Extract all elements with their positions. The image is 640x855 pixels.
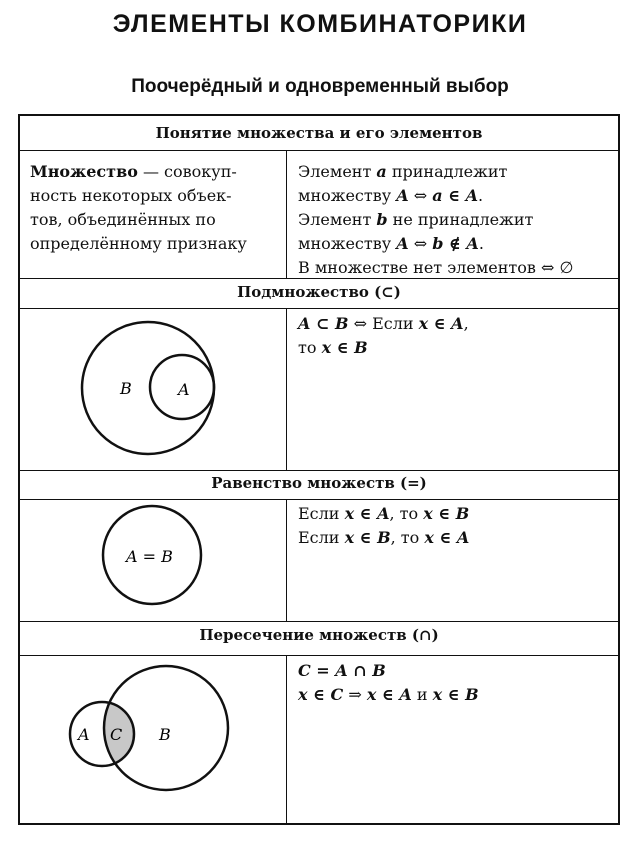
page-title: ЭЛЕМЕНТЫ КОМБИНАТОРИКИ: [112, 10, 528, 38]
column-divider: [286, 499, 287, 621]
label-a: A: [78, 725, 90, 744]
definition-line: определённому признаку: [30, 234, 247, 253]
intersection-rule: [298, 659, 479, 707]
definition-line: ность некоторых объек-: [30, 186, 232, 205]
fact-line-2: множеству A ⇔ a ∈ A.: [298, 186, 484, 205]
definition-term: Множество: [30, 162, 138, 181]
fact-line-1: Элемент a принадлежит: [298, 162, 508, 181]
definition-line: — совокуп-: [137, 162, 237, 181]
sets-table: [18, 114, 620, 825]
fact-line-3: Элемент b не принадлежит: [298, 210, 534, 229]
intersection-diagram: [20, 116, 286, 827]
label-b: B: [159, 725, 171, 744]
section-heading-subset: Подмножество (⊂): [237, 283, 401, 301]
subset-rule: [298, 312, 469, 360]
fact-line-5: В множестве нет элементов ⇔ ∅: [298, 258, 574, 277]
definition-line: тов, объединённых по: [30, 210, 216, 229]
label-c: C: [110, 725, 123, 744]
rule-line-1: A ⊂ B ⇔ Если x ∈ A,: [298, 314, 469, 333]
rule-line-2: x ∈ C ⇒ x ∈ A и x ∈ B: [298, 685, 479, 704]
page-subtitle: Поочерёдный и одновременный выбор: [131, 76, 509, 97]
section-heading-equality: Равенство множеств (=): [211, 474, 427, 492]
section-heading-set-concept: Понятие множества и его элементов: [155, 124, 483, 142]
label-b: B: [120, 379, 132, 398]
fact-line-4: множеству A ⇔ b ∉ A.: [298, 234, 484, 253]
label-a: A: [178, 380, 190, 399]
label-a-equals-b: A = B: [126, 547, 173, 566]
rule-line-1: C = A ∩ B: [298, 661, 386, 680]
equality-rule: [298, 502, 469, 550]
section-heading-intersection: Пересечение множеств (∩): [199, 626, 439, 644]
column-divider: [286, 655, 287, 823]
column-divider: [286, 308, 287, 470]
set-membership-facts: [298, 160, 573, 280]
rule-line-2: Если x ∈ B, то x ∈ A: [298, 528, 470, 547]
rule-line-2: то x ∈ B: [298, 338, 368, 357]
rule-line-1: Если x ∈ A, то x ∈ B: [298, 504, 470, 523]
